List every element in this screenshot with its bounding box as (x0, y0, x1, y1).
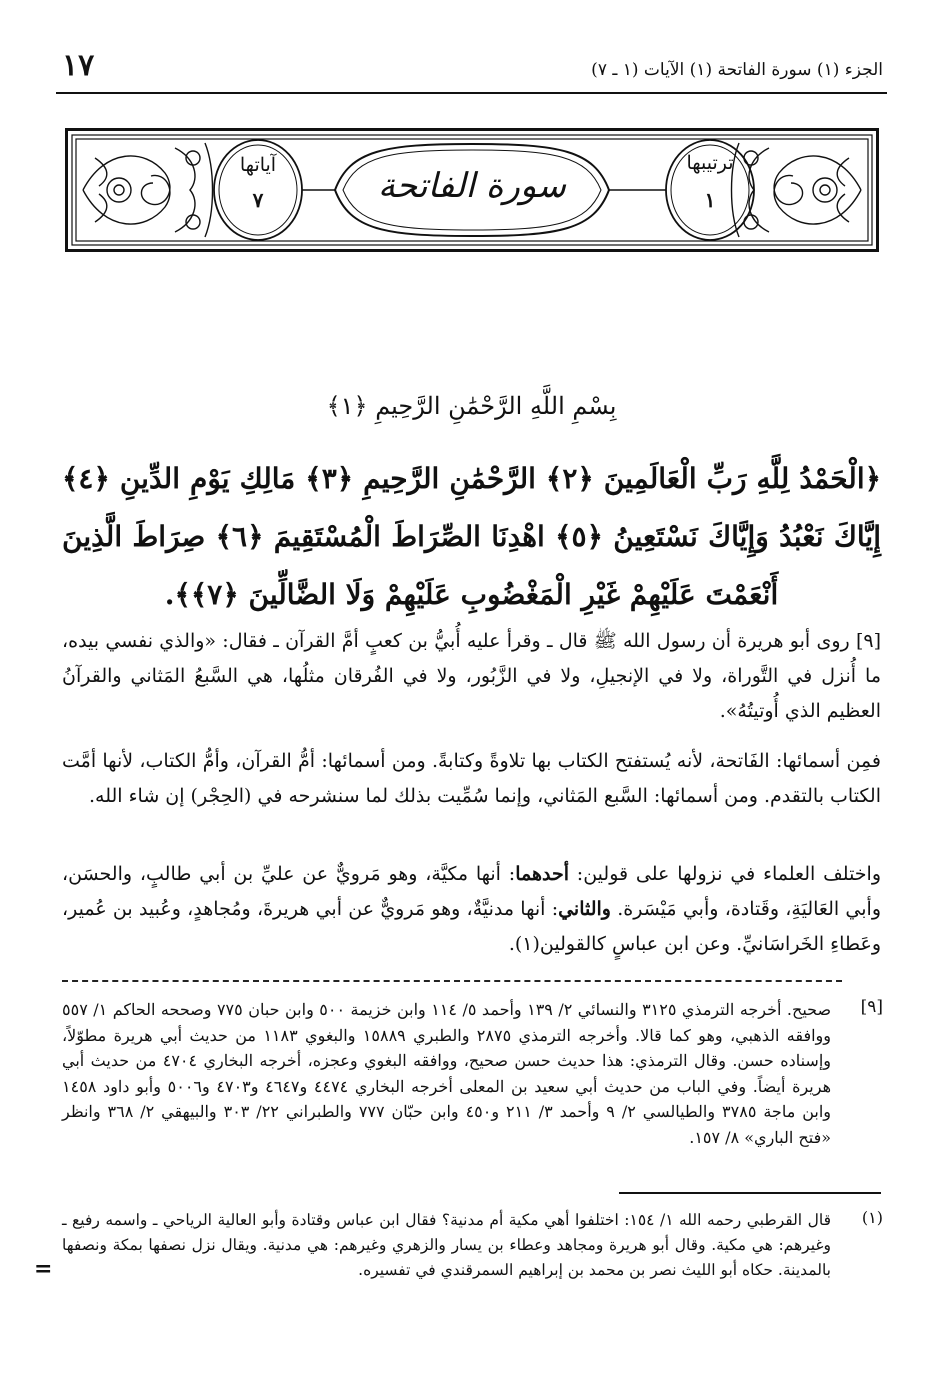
quran-verses: ﴿الْحَمْدُ لِلَّهِ رَبِّ الْعَالَمِينَ ﴿٢﴾ الرَّحْمَٰنِ الرَّحِيمِ ﴿٣﴾ مَالِكِ يَوْمِ الدِّينِ ﴿٤﴾ إِيَّاكَ نَعْبُدُ وَإِيَّاكَ نَسْتَعِينُ ﴿٥﴾ اهْدِنَا الصِّرَاطَ الْمُسْتَقِيمَ ﴿٦﴾ صِرَاطَ الَّذِينَ أَنْعَمْتَ عَلَيْهِمْ غَيْرِ الْمَغْضُوبِ عَلَيْهِمْ وَلَا الضَّالِّينَ ﴿٧﴾﴾. (62, 462, 882, 611)
revelation-intro: واختلف العلماء في نزولها على قولين: (568, 863, 882, 885)
verses-label: آياتها (239, 154, 277, 176)
takhrij-marker: [٩] (860, 997, 883, 1017)
surah-name: سورة الفاتحة (377, 166, 567, 206)
verses-value: ٧ (252, 188, 264, 212)
left-arabesque-icon (83, 143, 213, 237)
header-rule (56, 92, 887, 94)
footnote-rule (619, 1192, 881, 1194)
second-opinion-text: : أنها مدنيَّةٌ، وهو مَرويٌّ عن أبي هريرةَ، ومُجاهدٍ، وعُبيد بن عُمير، وعَطاءِ الخَراسَانيِّ. وعن ابن عباسٍ كالقولين(١). (62, 898, 881, 955)
takhrij-text: صحيح. أخرجه الترمذي ٣١٢٥ والنسائي ٢/ ١٣٩ وأحمد ٥/ ١١٤ وابن خزيمة ٥٠٠ وابن حبان ٧٧٥ وصححه الحاكم ١/ ٥٥٧ ووافقه الذهبي، وهو كما قالا. وأخرجه الترمذي ٢٨٧٥ والطبري ١٥٨٨٩ والبغوي ١١٨٣ من حديث أبي هريرة مطوّلاً، وإسناده حسن. وقال الترمذي: هذا حديث حسن صحيح، ووافقه البغوي وعجزه، أخرجه البخاري ٤٧٠٤ من حديث أبي هريرة أيضاً. وفي الباب من حديث أبي سعيد بن المعلى أخرجه البخاري ٤٤٧٤ و٤٦٤٧ و٤٧٠٣ و٥٠٠٦ وأبو داود ١٤٥٨ وابن ماجة ٣٧٨٥ والطيالسي ٢/ ٩ وأحمد ٣/ ٢١١ و٤٥٠ وابن حبّان ٧٧٧ والطبراني ٢٢/ ٣٠٣ والبيهقي ٢/ ٣٦٨ وانظر «فتح الباري» ٨/ ١٥٧. (62, 1000, 832, 1147)
order-label: ترتيبها (686, 152, 734, 174)
surah-banner (65, 128, 879, 252)
footnote-marker: (١) (861, 1208, 883, 1227)
continuation-mark: = (34, 1256, 53, 1282)
page-number: ١٧ (62, 48, 95, 83)
order-value: ١ (704, 188, 716, 212)
hadith-paragraph: [٩] روى أبو هريرة أن رسول الله ﷺ قال ـ وقرأ عليه أُبيُّ بن كعبٍ أمَّ القرآن ـ فقال: «والذي نفسي بيده، ما أُنزل في التَّوراة، ولا في الإنجيلِ، ولا في الزَّبُور، ولا في الفُرقان مثلُها، هي السَّبعُ المَثاني والقرآنُ العظيم الذي أُوتيتُهُ». (62, 630, 881, 722)
revelation-paragraph (62, 857, 881, 962)
names-paragraph: فمِن أسمائها: الفَاتحة، لأنه يُستفتح الكتاب بها تلاوةً وكتابةً. ومن أسمائها: أمُّ القرآن، وأمُّ الكتاب، لأنها أمَّت الكتاب بالتقدم. ومن أسمائها: السَّبع المَثاني، وإنما سُمِّيت بذلك لما سنشرحه في (الحِجْر) إن شاء الله. (62, 750, 881, 807)
basmala: بِسْمِ اللَّهِ الرَّحْمَٰنِ الرَّحِيمِ ﴿١﴾ (326, 392, 617, 420)
first-opinion-text: : أنها مكيَّة، وهو مَرويٌّ عن عليِّ بن أبي طالبٍ، والحسَن، وأبي العَاليَةِ، وقَتادة، وأبي مَيْسَرة. (62, 863, 881, 920)
running-title: الجزء (١) سورة الفاتحة (١) الآيات (١ ـ ٧) (591, 60, 883, 80)
footnote-text: قال القرطبي رحمه الله ١/ ١٥٤: اختلفوا أهي مكية أم مدنية؟ فقال ابن عباس وقتادة وأبو العالية الرياحي ـ واسمه رفيع ـ وغيرهم: هي مكية. وقال أبو هريرة ومجاهد وعطاء بن يسار والزهري وغيرهم: هي مدنية. ويقال نزل نصفها بمكة ونصفها بالمدينة. حكاه أبو الليث نصر بن محمد بن إبراهيم السمرقندي في تفسيره. (62, 1211, 831, 1279)
dashed-separator (62, 980, 842, 982)
first-opinion-label: أحدهما (515, 863, 569, 885)
second-opinion-label: والثاني (558, 898, 611, 920)
